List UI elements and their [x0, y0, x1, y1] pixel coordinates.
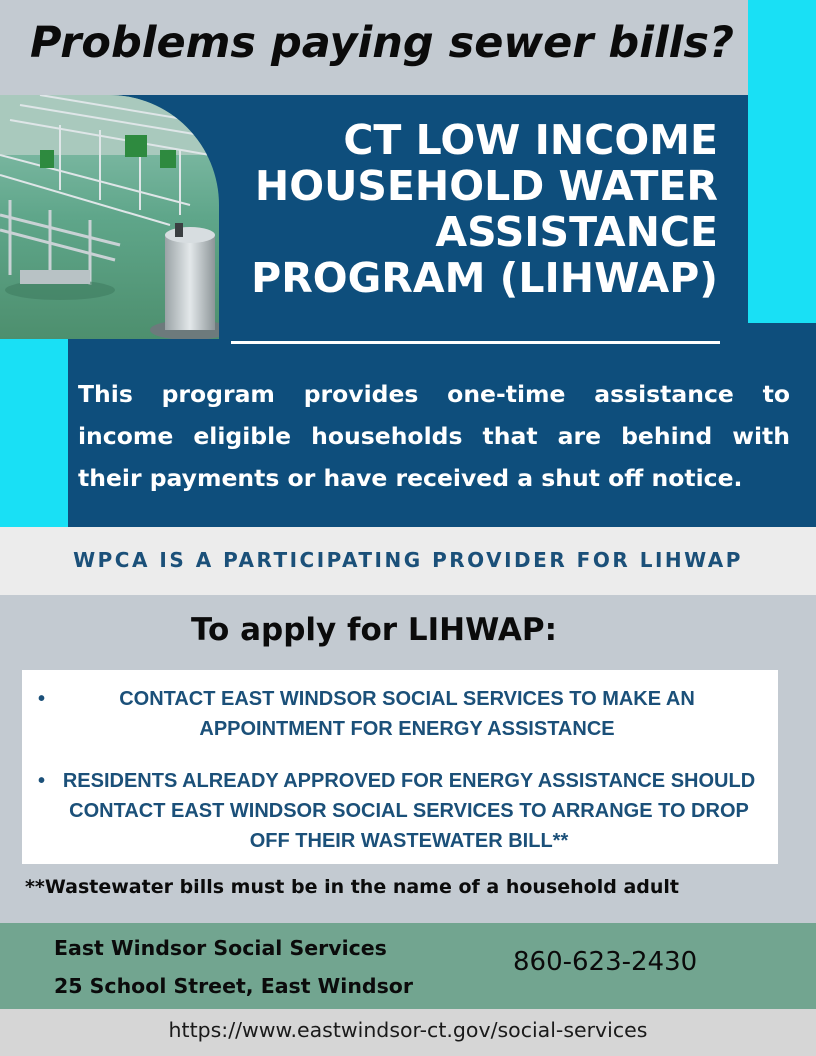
bullet-icon: •	[38, 688, 46, 710]
program-title	[230, 117, 718, 301]
step-text: CONTACT EAST WINDSOR SOCIAL SERVICES TO MAKE AN APPOINTMENT FOR ENERGY ASSISTANCE	[119, 688, 695, 740]
phone-number: 860-623-2430	[513, 947, 698, 977]
website-link[interactable]: https://www.eastwindsor-ct.gov/social-services	[168, 1018, 648, 1042]
list-item	[22, 766, 778, 856]
program-title-line: ASSISTANCE	[435, 208, 718, 256]
program-description: This program provides one-time assistance to income eligible households that are behind with their payments or have received a shut off notice.	[78, 380, 790, 492]
street-address: 25 School Street, East Windsor	[54, 974, 413, 998]
footnote: **Wastewater bills must be in the name of a household adult	[25, 876, 680, 898]
office-name: East Windsor Social Services	[54, 936, 387, 960]
apply-heading: To apply for LIHWAP:	[190, 612, 558, 648]
accent-bar-left	[0, 339, 68, 527]
treatment-plant-photo	[0, 95, 219, 339]
headline: Problems paying sewer bills?	[30, 18, 734, 68]
accent-bar-top	[748, 0, 816, 323]
step-text: RESIDENTS ALREADY APPROVED FOR ENERGY ASSISTANCE SHOULD CONTACT EAST WINDSOR SOCIAL SERVICES TO ARRANGE TO DROP OFF THEIR WASTEWATER BILL**	[62, 770, 756, 852]
treatment-plant-illustration	[0, 95, 219, 339]
provider-notice: WPCA IS A PARTICIPATING PROVIDER FOR LIHWAP	[73, 548, 743, 572]
title-divider	[231, 341, 720, 344]
bullet-icon: •	[38, 770, 46, 792]
program-title-line: PROGRAM (LIHWAP)	[251, 254, 718, 302]
contact-address	[54, 929, 454, 1005]
steps-list	[22, 670, 778, 864]
program-title-line: HOUSEHOLD WATER	[254, 162, 718, 210]
list-item	[22, 684, 778, 744]
program-title-line: CT LOW INCOME	[343, 116, 718, 164]
